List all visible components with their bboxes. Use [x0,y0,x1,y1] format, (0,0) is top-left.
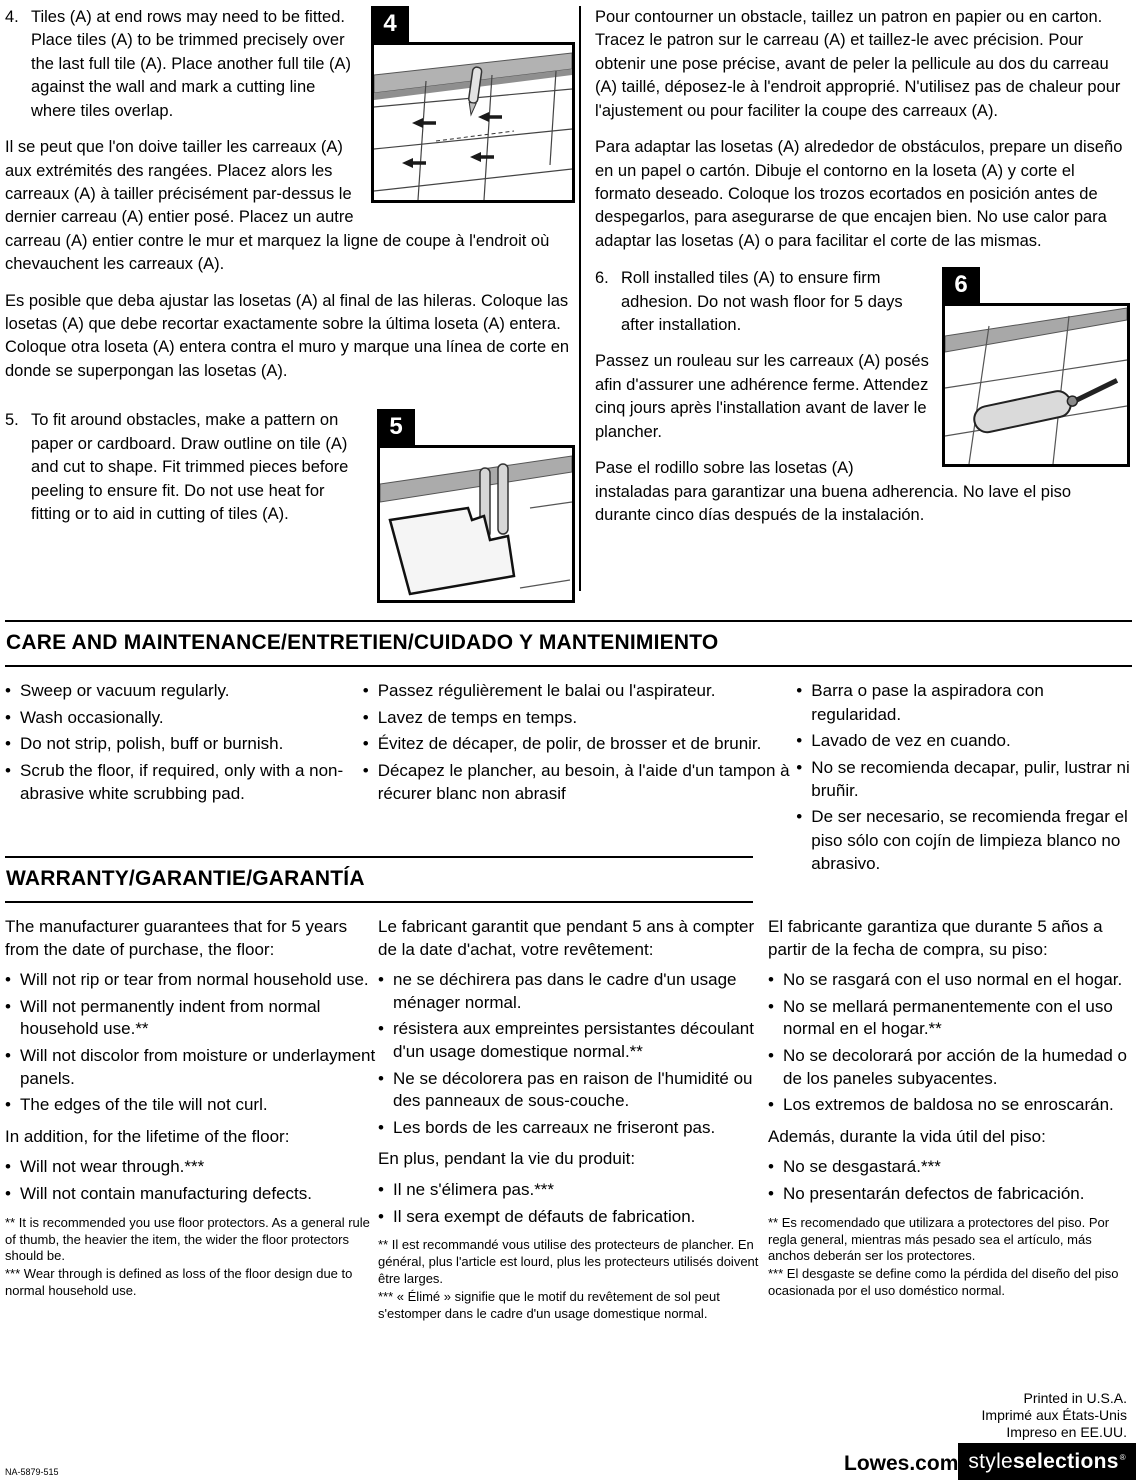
warranty-item-fr: • Il ne s'élimera pas.*** [378,1179,768,1202]
printed-in-block [982,1390,1127,1441]
warranty-fineprint-fr: *** « Élimé » signifie que le motif du revêtement de sol peut s'estomper dans le cadre d'un usage domestique normal. [378,1288,720,1321]
warranty-item-es: • No se rasgará con el uso normal en el hogar. [768,969,1132,992]
warranty-item-fr: • résistera aux empreintes persistantes découlant d'un usage domestique normal.** [378,1018,768,1063]
step5-es: Para adaptar las losetas (A) alrededor de obstáculos, prepare un diseño en un papel o cartón. Dibuje el contorno en la loseta (A) y corte el formato deseado. Coloque los trozos ecortados en posición antes de despegarlos, para asegurarse de que encajen bien. No use calor para adaptar las losetas (A) o para facilitar el corte de las mismas. [595,138,1123,250]
document-number: NA-5879-515 [5,1467,59,1477]
care-item-en: • Wash occasionally. [5,706,363,729]
step6-en: Roll installed tiles (A) to ensure firm adhesion. Do not wash floor for 5 days after installation. [621,269,903,335]
step-6 [595,267,1130,527]
figure-4-image [371,42,575,203]
warranty-fineprint-en: ** It is recommended you use floor protectors. As a general rule of thumb, the heavier the item, the wider the floor protectors should be. [5,1214,370,1264]
care-list-en [5,679,363,847]
warranty-item-en: • Will not permanently indent from normal household use.** [5,996,378,1041]
step4-number-label: 4. [5,8,19,26]
step6-fr: Passez un rouleau sur les carreaux (A) posés afin d'assurer une adhérence ferme. Attendez cinq jours après l'installation avant de laver le plancher. [595,352,929,441]
care-item-fr: • Évitez de décaper, de polir, de brosser et de brunir. [363,732,797,755]
warranty-item-fr: • ne se déchirera pas dans le cadre d'un usage ménager normal. [378,969,768,1014]
care-item-fr: • Décapez le plancher, au besoin, à l'aide d'un tampon à récurer blanc non abrasif [363,759,797,806]
styleselections-logo [958,1443,1136,1480]
warranty-item-en: • Will not discolor from moisture or underlayment panels. [5,1045,378,1090]
figure-5-image [377,445,575,603]
warranty-item-en: • The edges of the tile will not curl. [5,1094,378,1117]
warranty-fineprint-en: *** Wear through is defined as loss of the floor design due to normal household use. [5,1266,353,1299]
registered-mark-icon: ® [1119,1453,1126,1462]
warranty-item-es: • No se desgastará.*** [768,1156,1132,1179]
pattern-cut-diagram-icon [380,448,572,600]
figure-6 [942,267,1130,467]
warranty-item-es: • No presentarán defectos de fabricación. [768,1183,1132,1206]
step-5 [5,409,575,611]
warranty-fineprint-es: ** Es recomendado que utilizara a protectores del piso. Por regla general, mientras más pesado sea el artículo, más anchos deberán ser los protectores. [768,1214,1110,1264]
warranty-intro2-es: Además, durante la vida útil del piso: [768,1126,1046,1146]
warranty-item-fr: • Ne se décolorera pas en raison de l'humidité ou des panneaux de sous-couche. [378,1068,768,1113]
brand-selections-text: selections [1013,1449,1119,1473]
step4-en: Tiles (A) at end rows may need to be fitted. Place tiles (A) to be trimmed precisely over the last full tile (A). Place another full tile (A) against the wall and mark a cutting line where tiles overlap. [31,8,352,120]
warranty-fineprint-fr: ** Il est recommandé vous utilise des protecteurs de plancher. En général, plus l'article est lourd, plus les protecteurs utilisés doivent être larges. [378,1237,759,1287]
care-item-fr: • Passez régulièrement le balai ou l'aspirateur. [363,679,797,702]
care-item-es: • Lavado de vez en cuando. [796,729,1132,752]
step6-number-label: 6. [595,269,609,288]
warranty-col-en [5,916,378,1323]
warranty-intro2-fr: En plus, pendant la vie du produit: [378,1149,636,1169]
care-item-es: • No se recomienda decapar, pulir, lustrar ni bruñir. [796,756,1132,803]
care-item-en: • Do not strip, polish, buff or burnish. [5,732,363,755]
step6-es: Pase el rodillo sobre las losetas (A) instaladas para garantizar una buena adherencia. No lave el piso durante cinco días después de la instalación. [595,459,1072,525]
warranty-item-en: • Will not rip or tear from normal household use. [5,969,378,992]
steps-right-column [581,6,1132,611]
figure-6-number: 6 [942,267,980,303]
care-heading: CARE AND MAINTENANCE/ENTRETIEN/CUIDADO Y MANTENIMIENTO [5,620,1132,667]
roller-diagram-icon [945,306,1127,464]
step-4 [5,6,575,383]
care-item-en: • Sweep or vacuum regularly. [5,679,363,702]
printed-line: Impreso en EE.UU. [1006,1424,1127,1441]
warranty-col-es [768,916,1132,1323]
warranty-item-fr: • Les bords de les carreaux ne friseront pas. [378,1117,768,1140]
warranty-item-fr: • Il sera exempt de défauts de fabrication. [378,1206,768,1229]
warranty-item-es: • No se decolorará por acción de la humedad o de los paneles subyacentes. [768,1045,1132,1090]
steps-left-column [5,6,575,611]
warranty-intro-es: El fabricante garantiza que durante 5 años a partir de la fecha de compra, su piso: [768,916,1103,959]
step4-es: Es posible que deba ajustar las losetas (A) al final de las hileras. Coloque las losetas (A) que debe recortar exactamente sobre la última loseta (A) entera. Coloque otra loseta (A) entera contra el muro y marque una línea de corte en donde se superpongan las losetas (A). [5,291,570,380]
step5-number-label: 5. [5,411,19,430]
figure-4 [371,6,575,203]
warranty-intro2-en: In addition, for the lifetime of the floor: [5,1126,290,1146]
care-item-fr: • Lavez de temps en temps. [363,706,797,729]
tile-trimming-diagram-icon [374,45,572,200]
warranty-item-es: • Los extremos de baldosa no se enroscarán. [768,1094,1132,1117]
warranty-item-en: • Will not wear through.*** [5,1156,378,1179]
step5-en: To fit around obstacles, make a pattern on paper or cardboard. Draw outline on tile (A) and cut to shape. Fit trimmed pieces before peeling to ensure fit. Do not use heat for fitting or to aid in cutting of tiles (A). [31,411,349,524]
brand-style-text: style [968,1449,1014,1473]
lowes-url: Lowes.com [844,1452,959,1475]
step5-fr: Pour contourner un obstacle, taillez un patron en papier ou en carton. Tracez le patron sur le carreau (A) et taillez-le avec précision. Pour obtenir une pose précise, avant de peler la pellicule au dos du carreau (A) taillé, déposez-le à l'endroit approprié. N'utilisez pas de chaleur pour l'ajustement ou pour faciliter la coupe des carreaux (A). [595,8,1121,120]
care-columns [5,667,1132,874]
care-list-es [796,679,1132,874]
care-item-es: • Barra o pase la aspiradora con regularidad. [796,679,1132,726]
figure-6-image [942,303,1130,467]
step4-fr: Il se peut que l'on doive tailler les carreaux (A) aux extrémités des rangées. Placez alors les carreaux (A) à tailler précisément par-dessus le dernier carreau (A) entier posé. Placez un autre carreau (A) entier contre le mur et marquez la ligne de coupe à l'endroit où chevauchent les carreaux (A). [5,138,550,274]
figure-5 [377,409,575,603]
warranty-intro-fr: Le fabricant garantit que pendant 5 ans à compter de la date d'achat, votre revêtement: [378,916,755,959]
figure-4-number: 4 [371,6,409,42]
warranty-intro-en: The manufacturer guarantees that for 5 years from the date of purchase, the floor: [5,916,348,959]
printed-line: Imprimé aux États-Unis [981,1407,1127,1424]
care-list-fr [363,679,797,847]
care-item-en: • Scrub the floor, if required, only with a non-abrasive white scrubbing pad. [5,759,363,806]
warranty-fineprint-es: *** El desgaste se define como la pérdida del diseño del piso ocasionada por el uso doméstico normal. [768,1266,1119,1299]
figure-5-number: 5 [377,409,415,445]
warranty-item-en: • Will not contain manufacturing defects. [5,1183,378,1206]
warranty-heading: WARRANTY/GARANTIE/GARANTÍA [5,856,753,903]
care-item-es: • De ser necesario, se recomienda fregar el piso sólo con cojín de limpieza blanco no abrasivo. [796,805,1132,875]
steps-section [5,6,1132,611]
warranty-columns [5,903,1132,1323]
warranty-col-fr [378,916,768,1323]
warranty-item-es: • No se mellará permanentemente con el uso normal en el hogar.** [768,996,1132,1041]
printed-line: Printed in U.S.A. [1023,1390,1127,1406]
